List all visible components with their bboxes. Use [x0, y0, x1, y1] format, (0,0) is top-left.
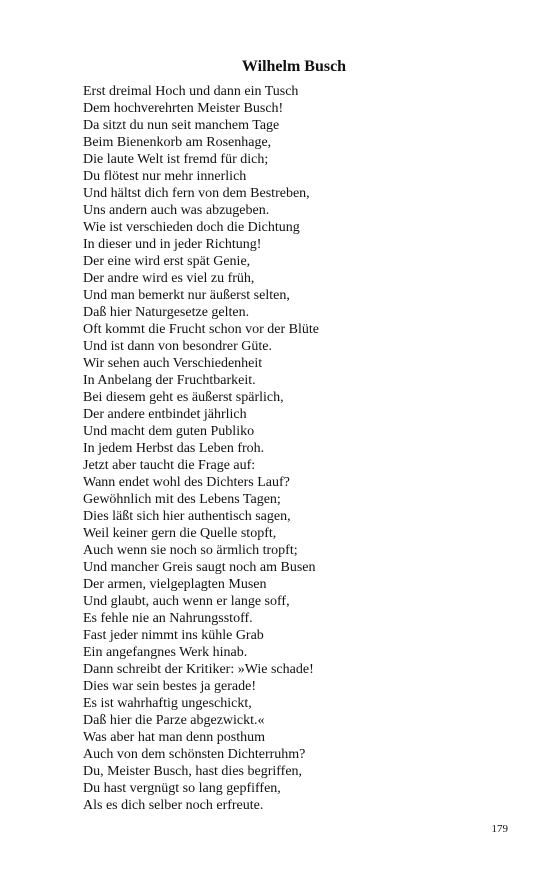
poem-line: Jetzt aber taucht die Frage auf:: [83, 458, 256, 473]
poem-line: Dem hochverehrten Meister Busch!: [83, 101, 284, 116]
poem-line: Und hältst dich fern von dem Bestreben,: [83, 186, 310, 201]
poem-line: Du hast vergnügt so lang gepfiffen,: [83, 781, 281, 796]
poem-line: Daß hier Naturgesetze gelten.: [83, 305, 250, 320]
poem-line: Daß hier die Parze abgezwickt.«: [83, 713, 265, 728]
poem-line: Wir sehen auch Verschiedenheit: [83, 356, 263, 371]
poem-line: Fast jeder nimmt ins kühle Grab: [83, 628, 264, 643]
page-number: 179: [491, 823, 508, 835]
poem-line: Du, Meister Busch, hast dies begriffen,: [83, 764, 303, 779]
poem-line: Gewöhnlich mit des Lebens Tagen;: [83, 492, 281, 507]
poem-line: Die laute Welt ist fremd für dich;: [83, 152, 269, 167]
poem-line: Wann endet wohl des Dichters Lauf?: [83, 475, 290, 490]
poem-line: Der armen, vielgeplagten Musen: [83, 577, 267, 592]
poem-line: Dann schreibt der Kritiker: »Wie schade!: [83, 662, 314, 677]
poem-line: Es fehle nie an Nahrungsstoff.: [83, 611, 253, 626]
poem-line: Dies läßt sich hier authentisch sagen,: [83, 509, 291, 524]
poem-line: Da sitzt du nun seit manchem Tage: [83, 118, 280, 133]
poem-line: Der andere entbindet jährlich: [83, 407, 247, 422]
poem-line: Uns andern auch was abzugeben.: [83, 203, 270, 218]
poem-line: Und ist dann von besondrer Güte.: [83, 339, 272, 354]
poem-line: In dieser und in jeder Richtung!: [83, 237, 262, 252]
poem-line: In Anbelang der Fruchtbarkeit.: [83, 373, 256, 388]
poem-line: Es ist wahrhaftig ungeschickt,: [83, 696, 252, 711]
poem-line: Der eine wird erst spät Genie,: [83, 254, 251, 269]
poem-line: Oft kommt die Frucht schon vor der Blüte: [83, 322, 320, 337]
poem-line: Wie ist verschieden doch die Dichtung: [83, 220, 300, 235]
poem-line: Weil keiner gern die Quelle stopft,: [83, 526, 277, 541]
poem-line: Und glaubt, auch wenn er lange soff,: [83, 594, 290, 609]
poem-line: Beim Bienenkorb am Rosenhage,: [83, 135, 272, 150]
poem-line: Der andre wird es viel zu früh,: [83, 271, 255, 286]
poem-line: Ein angefangnes Werk hinab.: [83, 645, 248, 660]
poem-line: Dies war sein bestes ja gerade!: [83, 679, 256, 694]
poem-line: Und man bemerkt nur äußerst selten,: [83, 288, 290, 303]
poem-line: Was aber hat man denn posthum: [83, 730, 265, 745]
poem-line: Auch wenn sie noch so ärmlich tropft;: [83, 543, 298, 558]
poem-line: Du flötest nur mehr innerlich: [83, 169, 247, 184]
poem-line: Als es dich selber noch erfreute.: [83, 798, 264, 813]
poem-line: Und mancher Greis saugt noch am Busen: [83, 560, 316, 575]
poem-line: Bei diesem geht es äußerst spärlich,: [83, 390, 284, 405]
poem-title: Wilhelm Busch: [241, 58, 347, 75]
poem-line: In jedem Herbst das Leben froh.: [83, 441, 265, 456]
poem-line: Erst dreimal Hoch und dann ein Tusch: [83, 84, 299, 99]
poem-line: Auch von dem schönsten Dichterruhm?: [83, 747, 306, 762]
poem-body: [83, 83, 319, 814]
poem-line: Und macht dem guten Publiko: [83, 424, 255, 439]
